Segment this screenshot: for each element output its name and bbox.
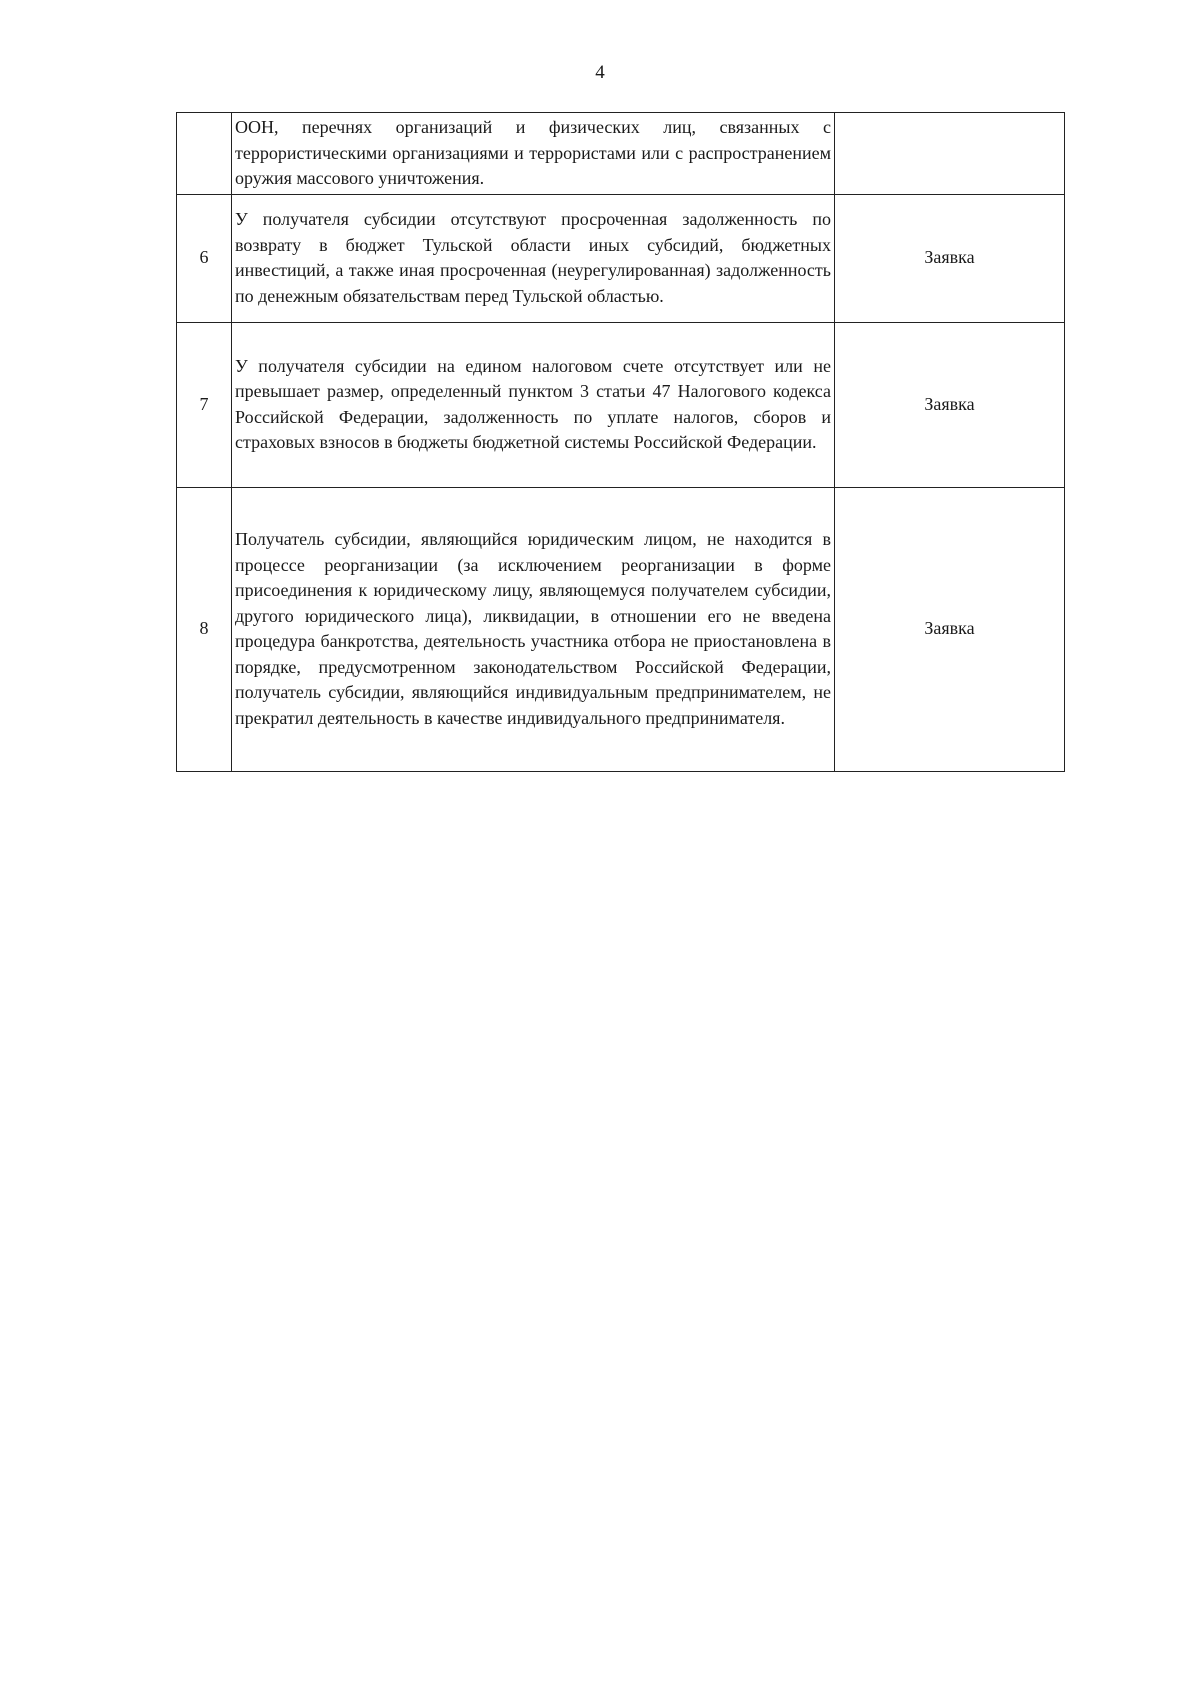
row-number-cell: 7: [177, 322, 232, 487]
requirement-text-cell: У получателя субсидии на едином налоговом счете отсутствует или не превышает размер, определенный пунктом 3 статьи 47 Налогового кодекса Российской Федерации, задолженность по уплате налогов, сборов и страховых взносов в бюджеты бюджетной системы Российской Федерации.: [232, 322, 835, 487]
requirement-text-cell: У получателя субсидии отсутствуют просроченная задолженность по возврату в бюджет Тульской области иных субсидий, бюджетных инвестиций, а также иная просроченная (неурегулированная) задолженность по денежным обязательствам перед Тульской областью.: [232, 194, 835, 322]
document-cell: Заявка: [835, 194, 1065, 322]
page-number: 4: [595, 62, 605, 83]
table-row: [177, 113, 1065, 195]
table-row: [177, 194, 1065, 322]
row-number-cell: 8: [177, 487, 232, 771]
document-cell: Заявка: [835, 322, 1065, 487]
requirement-text-cell: ООН, перечнях организаций и физических лиц, связанных с террористическими организациями и террористами или с распространением оружия массового уничтожения.: [232, 113, 835, 195]
row-number-cell: 6: [177, 194, 232, 322]
table-row: [177, 322, 1065, 487]
document-cell: Заявка: [835, 487, 1065, 771]
row-number-cell: [177, 113, 232, 195]
requirements-table: [176, 112, 1065, 772]
document-cell: [835, 113, 1065, 195]
requirement-text-cell: Получатель субсидии, являющийся юридическим лицом, не находится в процессе реорганизации (за исключением реорганизации в форме присоединения к юридическому лицу, являющемуся получателем субсидии, другого юридического лица), ликвидации, в отношении его не введена процедура банкротства, деятельность участника отбора не приостановлена в порядке, предусмотренном законодательством Российской Федерации, получатель субсидии, являющийся индивидуальным предпринимателем, не прекратил деятельность в качестве индивидуального предпринимателя.: [232, 487, 835, 771]
table-row: [177, 487, 1065, 771]
